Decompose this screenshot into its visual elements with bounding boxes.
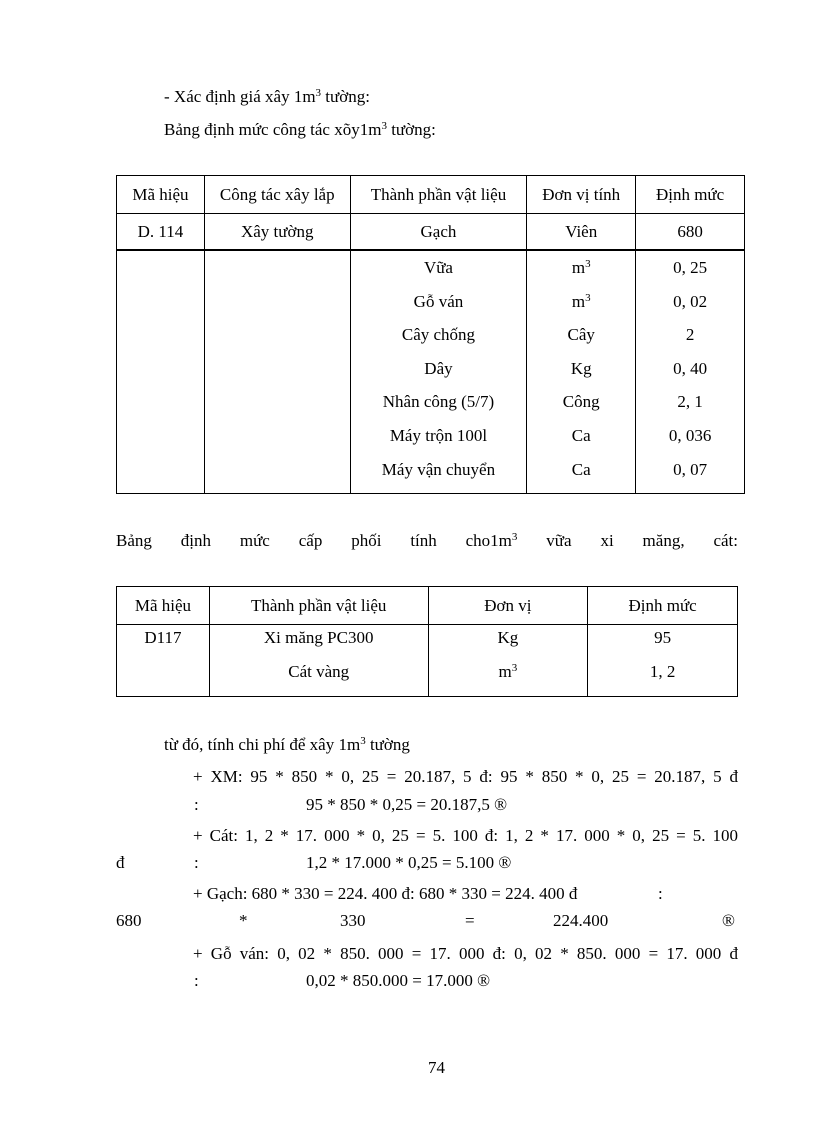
header-norm: Định mức [636,176,745,214]
calc-cat-d: đ [116,853,125,872]
calc-gach-total: 224.400 [553,911,609,930]
table-row [117,214,745,251]
intro-line-2: Bảng định mức công tác $xõy1m^3$ tường: [164,120,436,139]
materials-column [350,250,527,494]
unit-item: Cây [567,325,595,345]
material-item: Nhân công (5/7) [382,392,495,412]
calc-xm-colon: : [194,795,199,814]
table2-caption: Bảng định mức cấp phối tính $cho1m^3$ vữa xi măng, cát: [116,531,738,550]
calc-gach-times: * [239,911,248,930]
material-item: Máy trộn 100l [389,425,488,445]
header-norm: Định mức [588,587,738,625]
norms-column [636,250,745,494]
units-column [428,625,588,697]
norm-table-wall [116,175,745,494]
norm-item: 95 [654,628,672,647]
norm-item: 0, 02 [673,291,708,311]
material-item: Máy vận chuyển [381,459,496,479]
calc-go-colon: : [194,971,199,990]
cell-code: D117 [117,625,210,697]
calc-gach-colon: : [658,884,663,903]
table-header-row [117,176,745,214]
units-column [527,250,636,494]
page-number: 74 [428,1058,445,1077]
table-header-row [117,587,738,625]
calc-gach-price: 330 [340,911,366,930]
norm-item: 1, 2 [649,662,676,681]
material-item: Xi măng PC300 [263,628,374,647]
cell-code-empty [117,250,205,494]
unit-item: Ca [571,459,591,479]
cell-work: Xây tường [204,214,350,251]
material-item: Gỗ ván [413,291,464,311]
material-item: Vữa [423,258,453,277]
norm-item: 2 [685,325,695,345]
materials-column [209,625,428,697]
header-work: Công tác xây lắp [204,176,350,214]
header-unit: Đơn vị [428,587,588,625]
calc-heading: từ đó, tính chi phí để xây $1m^3$ tường [164,735,410,754]
norm-item: 0, 07 [673,459,708,479]
calc-cat-colon: : [194,853,199,872]
norm-table-mortar [116,586,738,697]
header-unit: Đơn vị tính [527,176,636,214]
material-item: Cát vàng [288,662,350,681]
unit-item: Công [562,392,600,412]
cell-norm: 680 [636,214,745,251]
calc-xm-result: 95 * 850 * 0,25 = 20.187,5 ® [306,795,508,814]
unit-item: Kg [497,628,519,647]
calc-xm-line: + XM: 95 * 850 * 0, 25 = 20.187, 5 đ: 95 * 850 * 0, 25 = 20.187, 5 đ [193,767,738,786]
intro-line-1: - Xác định giá xây $1m^3$ tường: [164,87,370,106]
unit-item: Ca [571,425,591,445]
header-material: Thành phần vật liệu [209,587,428,625]
cell-code: D. 114 [117,214,205,251]
table-row [117,625,738,697]
norms-column [588,625,738,697]
calc-cat-line: + Cát: 1, 2 * 17. 000 * 0, 25 = 5. 100 đ: 1, 2 * 17. 000 * 0, 25 = 5. 100 [193,826,738,845]
calc-go-line: + Gỗ ván: 0, 02 * 850. 000 = 17. 000 đ: 0, 02 * 850. 000 = 17. 000 đ [193,944,738,963]
unit-item: $m^3$ [498,662,518,681]
norm-item: 0, 40 [673,358,708,378]
calc-go-result: 0,02 * 850.000 = 17.000 ® [306,971,491,990]
norm-item: 0, 036 [668,425,712,445]
calc-gach-equals: = [465,911,475,930]
norm-item: 2, 1 [677,392,703,412]
calc-cat-result: 1,2 * 17.000 * 0,25 = 5.100 ® [306,853,512,872]
norm-item: 0, 25 [673,258,708,277]
header-code: Mã hiệu [117,176,205,214]
calc-gach-mark: ® [722,911,735,930]
unit-item: Kg [570,358,592,378]
material-item: Dây [424,358,453,378]
calc-gach-num: 680 [116,911,142,930]
cell-work-empty [204,250,350,494]
cell-unit: Viên [527,214,636,251]
material-item: Cây chống [401,325,476,345]
table-row [117,250,745,494]
unit-item: $m^3$ [571,258,591,277]
unit-item: $m^3$ [571,291,591,311]
header-code: Mã hiệu [117,587,210,625]
calc-gach-line: + Gạch: 680 * 330 = 224. 400 đ: 680 * 330 = 224. 400 đ [193,884,578,903]
cell-material: Gạch [350,214,527,251]
header-material: Thành phần vật liệu [350,176,527,214]
